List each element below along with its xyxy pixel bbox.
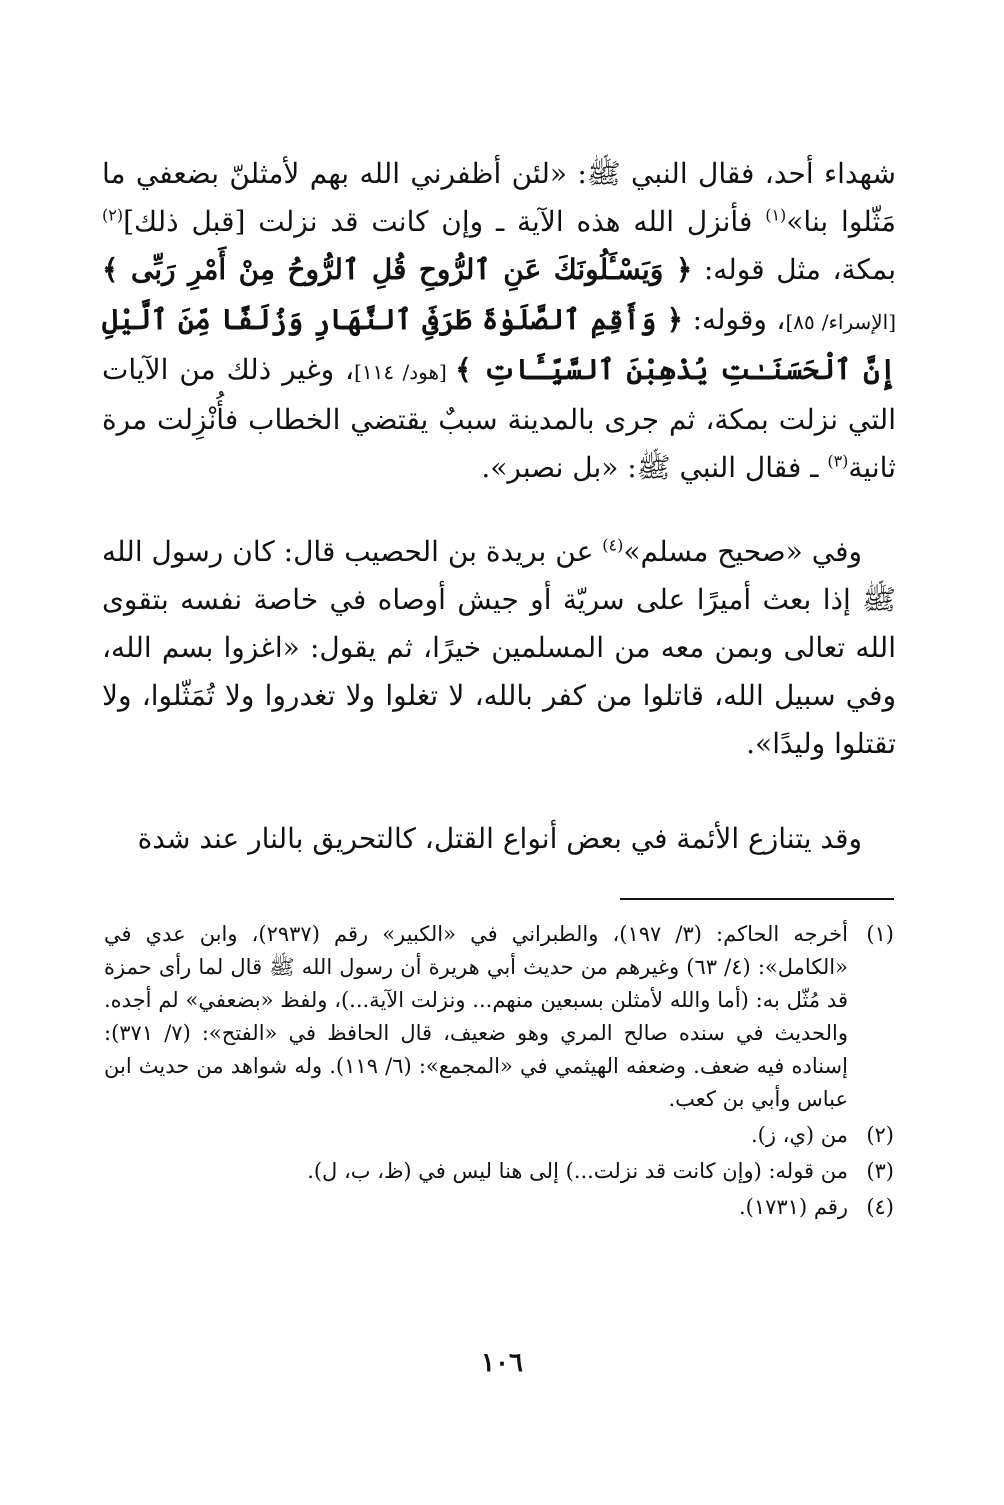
footnote-ref-2[interactable]: (٢) [102, 205, 124, 225]
paragraph-1-text-c: بمكة، مثل قوله: [692, 253, 897, 286]
verse-reference-1: [الإسراء/ ٨٥] [785, 310, 897, 334]
footnote-3 [104, 1155, 894, 1188]
page-number: ١٠٦ [481, 1348, 523, 1378]
quran-verse-1: ﴿ وَيَسْـَٔلُونَكَ عَنِ ٱلرُّوحِ قُلِ ٱلرُّوحُ مِنْ أَمْرِ رَبِّى ﴾ [102, 253, 693, 286]
footnote-number: (٣) [866, 1159, 894, 1183]
footnote-text: رقم (١٧٣١). [738, 1195, 848, 1219]
footnote-text: أخرجه الحاكم: (٣/ ١٩٧)، والطبراني في «الكبير» رقم (٢٩٣٧)، وابن عدي في «الكامل»: (٤/ ٦٣) وغيرهم من حديث أبي هريرة أن رسول الله ﷺ قال لما رأى حمزة قد مُثّل به: (أما والله لأمثلن بسبعين منهم... ونزلت الآية...)، ولفظ «بضعفي» لم أجده. والحديث في سنده صالح المري وهو ضعيف، قال الحافظ في «الفتح»: (٧/ ٣٧١): إسناده فيه ضعف. وضعفه الهيثمي في «المجمع»: (٦/ ١١٩). وله شواهد من حديث ابن عباس وأبي بن كعب. [104, 922, 848, 1111]
footnote-number: (٢) [866, 1123, 894, 1147]
footnote-2 [104, 1119, 894, 1152]
paragraph-3-text-a: وقد يتنازع الأئمة في بعض أنواع القتل، كالتحريق بالنار عند شدة [137, 822, 862, 855]
footnote-separator [620, 898, 894, 900]
paragraph-1-text-d: ، وقوله: [683, 303, 786, 336]
footnote-1 [104, 918, 894, 1116]
paragraph-1-text-a: شهداء أحد، فقال النبي ﷺ: «لئن أظفرني الله بهم لأمثلنّ بضعفي ما مَثّلوا بنا» [102, 157, 897, 238]
paragraph-3 [102, 815, 896, 863]
paragraph-2 [102, 528, 896, 768]
paragraph-1-text-f: ـ فقال النبي ﷺ: «بل نصبر». [481, 451, 828, 484]
paragraph-1 [102, 150, 896, 492]
footnote-number: (٤) [866, 1195, 894, 1219]
paragraph-1-text-b: فأنزل الله هذه الآية ـ وإن كانت قد نزلت [قبل ذلك] [123, 205, 766, 238]
verse-reference-2: [هود/ ١١٤] [354, 360, 456, 384]
footnote-ref-3[interactable]: (٣) [827, 451, 849, 471]
footnote-4 [104, 1191, 894, 1224]
footnote-text: من قوله: (وإن كانت قد نزلت...) إلى هنا ليس في (ظ، ب، ل). [307, 1159, 848, 1183]
footnotes [104, 918, 894, 1227]
paragraph-2-text-a: وفي «صحيح مسلم» [623, 535, 863, 568]
quran-verse-2: ﴿ وَأَقِمِ ٱلصَّلَوٰةَ طَرَفَىِ ٱلنَّهَارِ وَزُلَفًا مِّنَ ٱلَّيْلِ إِنَّ ٱلْحَسَنَـٰتِ يُذْهِبْنَ ٱلسَّيِّـَٔاتِ ﴾ [102, 303, 897, 386]
footnote-number: (١) [866, 922, 894, 946]
footnote-ref-1[interactable]: (١) [765, 205, 787, 225]
paragraph-2-text-b: عن بريدة بن الحصيب قال: كان رسول الله ﷺ إذا بعث أميرًا على سريّة أو جيش أوصاه في خاصة نفسه بتقوى الله تعالى وبمن معه من المسلمين خيرًا، ثم يقول: «اغزوا بسم الله، وفي سبيل الله، قاتلوا من كفر بالله، لا تغلوا ولا تغدروا ولا تُمَثّلوا، ولا تقتلوا وليدًا». [102, 535, 896, 760]
paragraph-1-text-e: ، وغير ذلك من الآيات التي نزلت بمكة، ثم جرى بالمدينة سببٌ يقتضي الخطاب فأُنْزِلت مرة ثانية [102, 353, 896, 484]
footnote-text: من (ي، ز). [750, 1123, 848, 1147]
footnote-ref-4[interactable]: (٤) [602, 535, 624, 555]
